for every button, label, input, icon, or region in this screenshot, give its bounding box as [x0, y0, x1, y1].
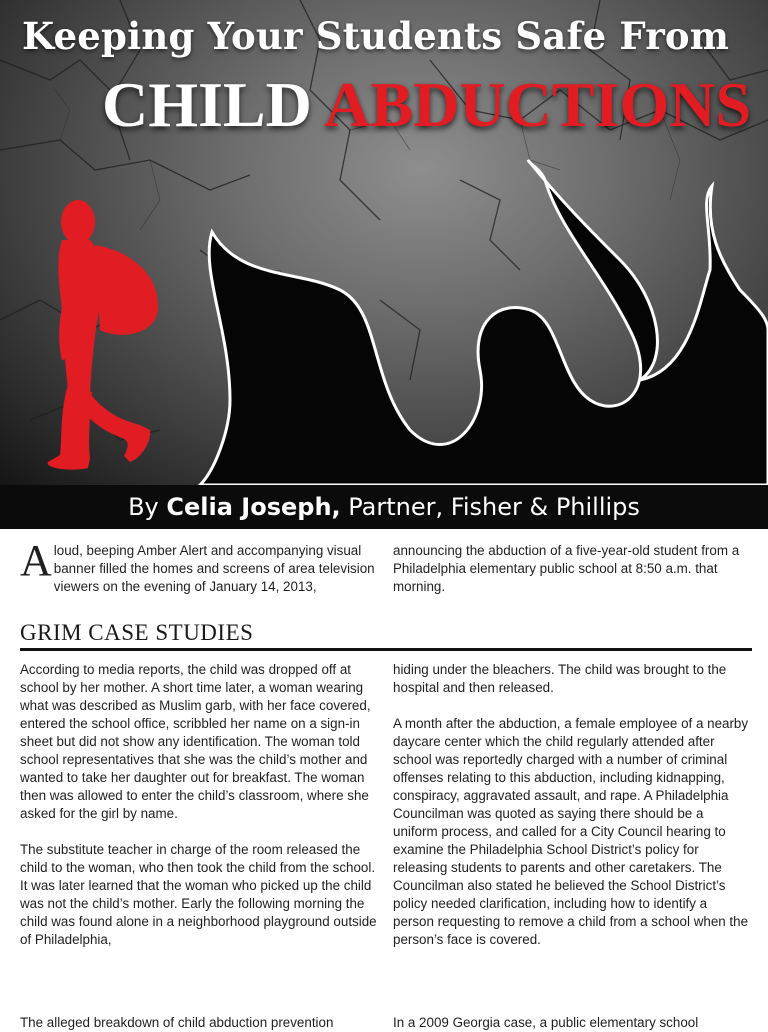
byline-bar: [0, 485, 768, 529]
paragraph: The substitute teacher in charge of the room released the child to the woman, who then took the child from the school. It was later learned that the woman who picked up the child was not the child’s mother. Early the following morning the child was found alone in a neighborhood playground outside of Philadelphia,: [20, 842, 377, 947]
hero-banner: [0, 0, 768, 485]
drop-cap: A: [20, 536, 52, 585]
title-line-2: [102, 68, 751, 142]
intro-right-text: announcing the abduction of a five-year-old student from a Philadelphia elementary public school at 8:50 a.m. that morning.: [393, 543, 740, 594]
red-walking-silhouette: [48, 200, 158, 470]
byline-role: Partner, Fisher & Phillips: [340, 493, 640, 521]
intro-left-text: loud, beeping Amber Alert and accompanying visual banner filled the homes and screens of area television viewers on the evening of January 14, 2013,: [53, 543, 375, 594]
paragraph: According to media reports, the child was dropped off at school by her mother. A short time later, a woman wearing what was described as Muslim garb, with her face covered, entered the school office, scribbled her name on a sign-in sheet but did not show any identification. The woman told school representatives that she was the child’s mother and wanted to take her daughter out for breakfast. The woman then was allowed to enter the child’s classroom, where she asked for the girl by name.: [20, 662, 371, 821]
intro-left-column: [20, 536, 376, 596]
bottom-right-text: In a 2009 Georgia case, a public elementary school: [393, 1015, 699, 1030]
paragraph: hiding under the bleachers. The child was brought to the hospital and then released.: [393, 662, 727, 695]
intro-right-column: [393, 542, 751, 596]
title-word-abductions: ABDUCTIONS: [324, 69, 752, 140]
title-word-child: CHILD: [102, 69, 312, 140]
flame-shape: [200, 160, 768, 485]
paragraph: A month after the abduction, a female employee of a nearby daycare center which the child regularly attended after school was reportedly charged with a number of criminal offenses relating to this abduction, including kidnapping, conspiracy, aggravated assault, and rape. A Philadelphia Councilman was quoted as saying there should be a uniform process, and called for a City Council hearing to examine the Philadelphia School District’s policy for releasing students to parents and other caretakers. The Councilman also stated he believed the School District’s policy needed clarification, including how to identify a person requesting to remove a child from a school when the person’s face is covered.: [393, 716, 749, 947]
body-right-column: [393, 661, 751, 967]
body-left-column: [20, 661, 378, 967]
byline-prefix: By: [128, 493, 167, 521]
section-heading: GRIM CASE STUDIES: [20, 620, 752, 651]
title-line-1: Keeping Your Students Safe From: [22, 14, 730, 58]
bottom-left-text: The alleged breakdown of child abduction prevention: [20, 1015, 334, 1030]
byline-author: Celia Joseph,: [166, 493, 341, 521]
